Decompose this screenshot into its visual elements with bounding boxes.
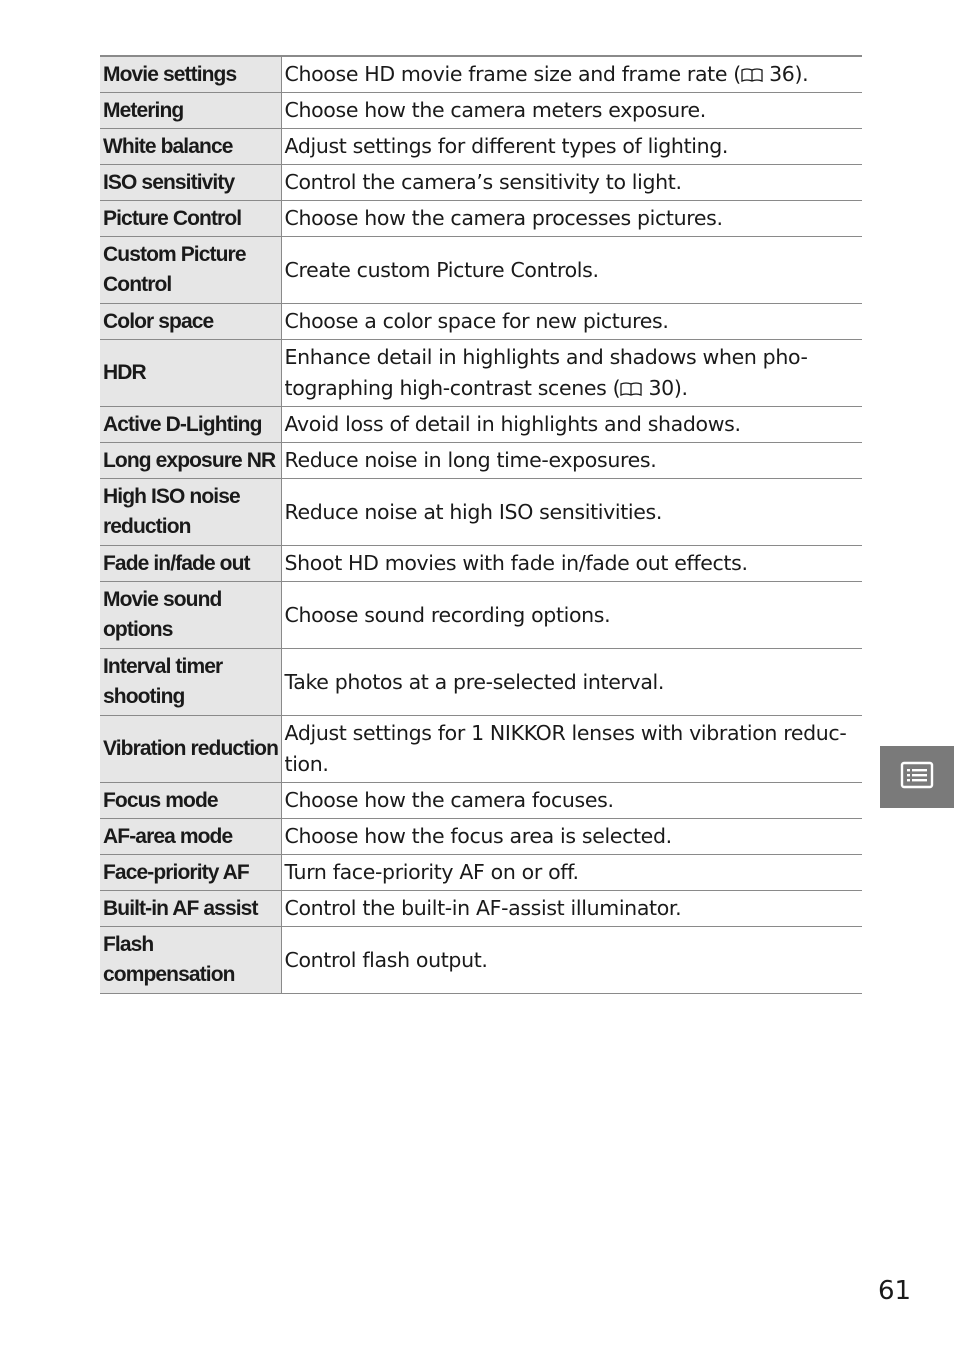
setting-label: HDR xyxy=(100,340,281,407)
setting-label: Interval timer shooting xyxy=(100,649,281,716)
setting-label: High ISO noise reduction xyxy=(100,479,281,546)
setting-description: Choose how the camera meters exposure. xyxy=(281,93,862,129)
setting-label: Active D-Lighting xyxy=(100,407,281,443)
setting-label: Custom Picture Control xyxy=(100,237,281,304)
setting-description: Adjust settings for 1 NIKKOR lenses with vibration reduc-tion. xyxy=(281,716,862,783)
table-row xyxy=(100,340,862,407)
table-row xyxy=(100,649,862,716)
setting-description: Choose how the focus area is selected. xyxy=(281,819,862,855)
table-row xyxy=(100,237,862,304)
setting-label: Vibration reduction xyxy=(100,716,281,783)
setting-label: ISO sensitivity xyxy=(100,165,281,201)
setting-description: Reduce noise at high ISO sensitivities. xyxy=(281,479,862,546)
setting-label: Fade in/fade out xyxy=(100,546,281,582)
setting-label: Long exposure NR xyxy=(100,443,281,479)
table-row xyxy=(100,129,862,165)
setting-label: Movie settings xyxy=(100,56,281,93)
settings-table xyxy=(100,55,862,994)
setting-label: White balance xyxy=(100,129,281,165)
table-row xyxy=(100,716,862,783)
setting-label: Picture Control xyxy=(100,201,281,237)
setting-label: AF-area mode xyxy=(100,819,281,855)
table-row xyxy=(100,891,862,927)
setting-description: Control the camera’s sensitivity to light. xyxy=(281,165,862,201)
table-row xyxy=(100,93,862,129)
table-row xyxy=(100,855,862,891)
setting-description: Choose how the camera focuses. xyxy=(281,783,862,819)
setting-description: Create custom Picture Controls. xyxy=(281,237,862,304)
table-row xyxy=(100,927,862,994)
setting-description: Choose a color space for new pictures. xyxy=(281,304,862,340)
setting-label: Built-in AF assist xyxy=(100,891,281,927)
book-icon xyxy=(741,60,763,74)
table-row xyxy=(100,304,862,340)
table-row xyxy=(100,56,862,93)
setting-label: Focus mode xyxy=(100,783,281,819)
table-row xyxy=(100,783,862,819)
table-row xyxy=(100,546,862,582)
setting-description: Choose sound recording options. xyxy=(281,582,862,649)
setting-description: Enhance detail in highlights and shadows when pho-tographing high-contrast scenes ( 30). xyxy=(281,340,862,407)
table-row xyxy=(100,407,862,443)
setting-description: Control flash output. xyxy=(281,927,862,994)
setting-description: Take photos at a pre-selected interval. xyxy=(281,649,862,716)
table-row xyxy=(100,165,862,201)
table-row xyxy=(100,443,862,479)
section-tab xyxy=(880,746,954,808)
setting-label: Movie sound options xyxy=(100,582,281,649)
table-row xyxy=(100,201,862,237)
setting-description: Avoid loss of detail in highlights and shadows. xyxy=(281,407,862,443)
setting-description: Adjust settings for different types of lighting. xyxy=(281,129,862,165)
setting-description: Choose HD movie frame size and frame rate ( 36). xyxy=(281,56,862,93)
table-row xyxy=(100,582,862,649)
setting-description: Control the built-in AF-assist illuminator. xyxy=(281,891,862,927)
table-row xyxy=(100,479,862,546)
book-icon xyxy=(620,374,642,388)
setting-label: Face-priority AF xyxy=(100,855,281,891)
setting-label: Flash compensation xyxy=(100,927,281,994)
setting-description: Shoot HD movies with fade in/fade out effects. xyxy=(281,546,862,582)
setting-label: Color space xyxy=(100,304,281,340)
table-row xyxy=(100,819,862,855)
setting-label: Metering xyxy=(100,93,281,129)
page-number: 61 xyxy=(878,1276,912,1306)
setting-description: Choose how the camera processes pictures. xyxy=(281,201,862,237)
setting-description: Reduce noise in long time-exposures. xyxy=(281,443,862,479)
menu-list-icon xyxy=(900,761,934,793)
setting-description: Turn face-priority AF on or off. xyxy=(281,855,862,891)
